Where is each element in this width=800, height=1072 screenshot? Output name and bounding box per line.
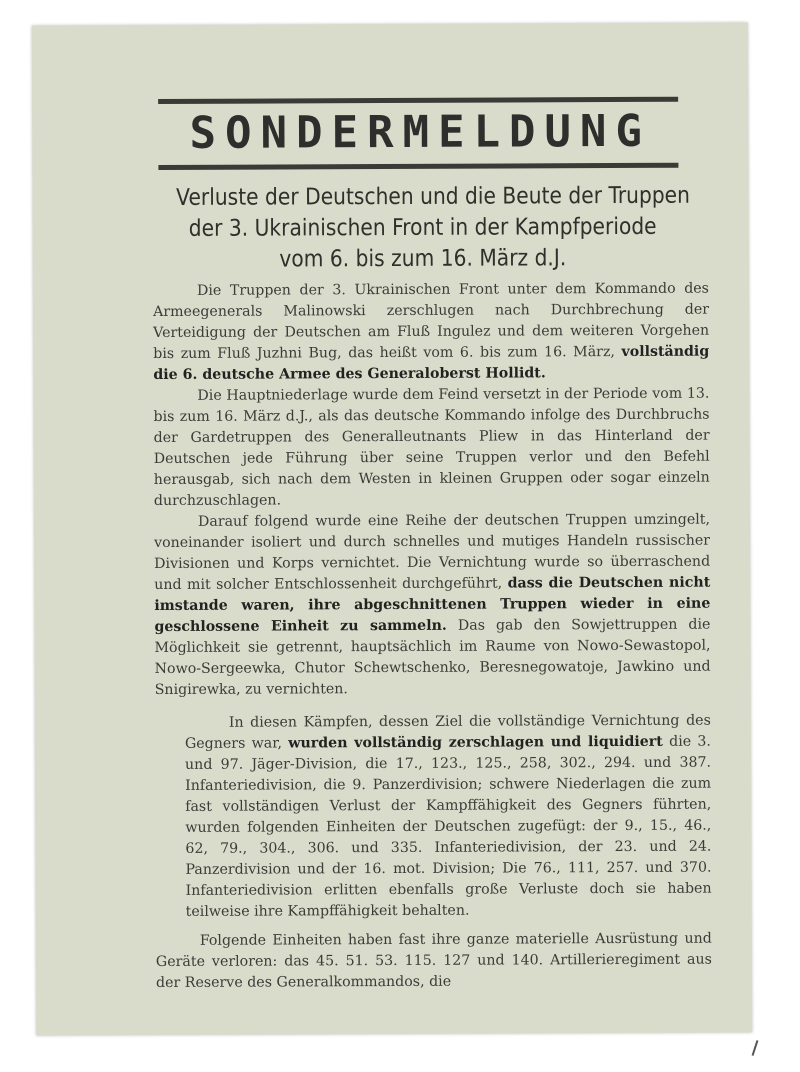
paragraph-text: Die Hauptniederlage wurde dem Feind versetzt in der Periode vom 13. bis zum 16. März d.J., als das deutsche Kommando infolge des Durchbruchs der Gardetruppen des Generalleutnants Pliew in das Hinterland der Deutschen jede Führung über seine Truppen verlor und den Befehl herausgab, sich nach dem Westen in kleinen Gruppen oder sogar einzeln durchzuschlagen. — [153, 385, 710, 510]
subtitle-line: Verluste der Deutschen und die Beute der Truppen — [176, 182, 691, 211]
paragraph-text: In diesen Kämpfen, dessen Ziel die vollständige Vernichtung des Gegners war, — [184, 712, 711, 752]
banner-rule-top — [158, 97, 678, 104]
subtitle-line: vom 6. bis zum 16. März d.J. — [279, 245, 567, 273]
paragraph-1 — [153, 279, 709, 386]
paragraph-text-tail: die 3. und 97. Jäger-Division, die 17., 123., 125., 258, 302., 294. und 387. Infanteriedivision, die 9. Panzerdivision; schwere Niederlagen die zum fast vollständigen Verlust der Kampffähigkeit des Gegners führten, wurden folgenden Einheiten der Deutschen zugefügt: der 9., 15., 46., 62, 79., 304., 306. und 335. Infanteriedivision, der 23. und 24. Panzerdivision und der 16. mot. Division; Die 76., 111, 257. und 370. Infanteriedivision erlitten ebenfalls große Verluste doch sie haben teilweise ihre Kampffähigkeit behalten. — [184, 733, 712, 920]
paragraph-3 — [154, 510, 711, 701]
report-body — [153, 279, 712, 994]
paragraph-emphasis: vollständig die 6. deutsche Armee des Generaloberst Hollidt. — [153, 343, 710, 384]
paragraph-text: Folgende Einheiten haben fast ihre ganze materielle Ausrüstung und Geräte verloren: das 45. 51. 53. 115. 127 und 140. Artillerieregiment aus der Reserve des Generalkommandos, die — [155, 930, 712, 992]
leaflet-sheet — [32, 22, 752, 1035]
paragraph-text: Darauf folgend wurde eine Reihe der deutschen Truppen umzingelt, voneinander isoliert und durch schnelles und mutiges Handeln russischer Divisionen und Korps vernichtet. Die Vernichtung wurde so überraschend und mit solcher Entschlossenheit durchgeführt, — [154, 511, 711, 594]
paragraph-text-tail: Das gab den Sowjettruppen die Möglichkeit sie getrennt, hauptsächlich im Raume von Nowo-Sewastopol, Nowo-Sergeewka, Chutor Schewtschenko, Beresnegowatoje, Jawkino und Snigirewka, zu vernichten. — [154, 616, 711, 699]
banner-rule-bottom — [158, 163, 678, 170]
paragraph-5 — [156, 929, 712, 994]
paragraph-2 — [153, 384, 710, 512]
margin-mark — [752, 1040, 759, 1056]
subtitle-line: der 3. Ukrainischen Front in der Kampfperiode — [188, 213, 657, 242]
banner-title: SONDERMELDUNG — [189, 105, 652, 159]
paragraph-emphasis: dass die Deutschen nicht imstande waren, ihre abgeschnittenen Truppen wieder in eine geschlossene Einheit zu sammeln. — [154, 574, 711, 636]
paragraph-text: Die Truppen der 3. Ukrainischen Front unter dem Kommando des Armeegenerals Malinowski zerschlugen nach Durchbrechung der Verteidigung der Deutschen am Fluß Ingulez und dem weiteren Vorgehen bis zum Fluß Juzhni Bug, das heißt vom 6. bis zum 16. März, — [153, 280, 710, 363]
paragraph-4 — [185, 711, 712, 923]
subtitle — [176, 181, 691, 276]
paragraph-emphasis: wurden vollständig zerschlagen und liquidiert — [288, 733, 663, 752]
